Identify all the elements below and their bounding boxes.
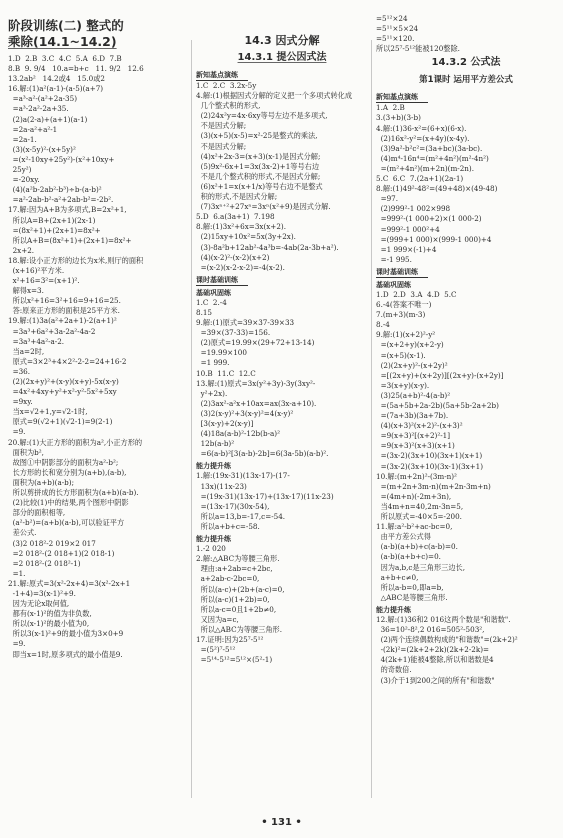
answer-line: 4(2k+1)能被4整除,所以和谐数是4 — [376, 655, 494, 665]
answer-line: 所以a=13,b=-17,c=-54. — [196, 511, 286, 521]
answer-line: 所以a+b+c=-58. — [196, 521, 260, 531]
answer-line: 8.15 — [196, 307, 213, 317]
answer-line: 答:原来正方形的面积是25平方米. — [8, 306, 120, 316]
answer-line: =3(x+y)(x-y). — [376, 380, 430, 390]
section-title: 14.3 因式分解 — [244, 34, 320, 47]
answer-line: =6(a-b)²[3(a-b)-2b]=6(3a-5b)(a-b)². — [196, 449, 329, 459]
answer-line: 5.C 6.C 7.(2a+1)(2a-1) — [376, 174, 464, 184]
answer-line: 所以a-b=0,即a=b, — [376, 582, 444, 592]
answer-line: 因为无论x取何值, — [8, 599, 70, 609]
answer-line: =5¹²×24 — [376, 14, 408, 23]
answer-line: 当a=2时, — [8, 346, 45, 356]
answer-line: (3)-8a²b+12ab²-4a³b=-4ab(2a-3b+a²). — [196, 242, 339, 252]
answer-line: (2)比较(1)中的结果,两个图形中阴影 — [8, 498, 129, 508]
answer-line: 36=10²-8²,2 016=505²-503², — [376, 625, 485, 635]
column-right — [376, 14, 556, 800]
answer-line: 当4m+n=40,2m-3n=5, — [376, 501, 464, 511]
stage-training-title: 阶段训练(二) 整式的 — [8, 18, 124, 33]
answer-line: x²+16=3²=(x+1)². — [8, 276, 80, 286]
answer-line: 13.2ab² 14.2或4 15.0或2 — [8, 74, 106, 84]
answer-line: 9.解:(1)(x+2)²-y² — [376, 330, 436, 340]
answer-line: =36. — [8, 366, 31, 376]
answer-line: 17.解:因为A+B为多项式,B=2x²+1, — [8, 205, 127, 215]
answer-line: 12b(a-b)² — [196, 439, 235, 449]
answer-lines-col3-top — [376, 14, 556, 54]
answer-line: 1.D 2.B 3.C 4.C 5.A 6.D 7.B — [8, 54, 122, 63]
answer-line: (4)x²+2x-3=(x+3)(x-1)是因式分解; — [196, 151, 321, 161]
answer-lines-col2-c — [196, 471, 368, 532]
answer-lines-col3-c — [376, 615, 556, 686]
answer-line: 长方形的长和宽分别为(a+b),(a-b), — [8, 467, 127, 477]
answer-line: =(7a+3b)(3a+7b). — [376, 411, 449, 421]
answer-line: 所以A=B+(2x+1)(2x-1) — [8, 215, 96, 225]
answer-line: (3)(x-5y)²-(x+5y)² — [8, 144, 76, 154]
answer-line: (3)25(a+b)²-4(a-b)² — [376, 390, 451, 400]
answer-line: 即当x=1时,原多项式的最小值是9. — [8, 649, 123, 659]
answer-line: =9xy. — [8, 397, 33, 407]
answer-line: =a³-a²-(a²+2a-35) — [8, 94, 78, 104]
answer-line: =5¹¹×5×24 — [376, 24, 419, 34]
answer-line: =(x+5)(x-1). — [376, 350, 426, 360]
answer-line: 5.D 6.a(3a+1) 7.198 — [196, 212, 275, 222]
answer-line: 9.解:(1)原式=39×37-39×33 — [196, 318, 295, 328]
answer-line: (3)9a²-b²c²=(3a+bc)(3a-bc). — [376, 143, 483, 153]
answer-line: =(5²)⁷-5¹² — [196, 645, 236, 655]
column-divider-left — [191, 40, 192, 798]
answer-line: =(x+2+y)(x+2-y) — [376, 340, 444, 350]
answer-line: 2.解:△ABC为等腰三角形. — [196, 554, 280, 564]
tag-ability-2: 能力提升练 — [196, 535, 231, 544]
answer-line: 所以△ABC为等腰三角形. — [196, 624, 282, 634]
answer-line: (a-b)(a+b+c)=0. — [376, 552, 441, 562]
answer-line: =2 018²-(2 018²-1) — [8, 558, 81, 568]
answer-line: 原式=9(√2+1)(√2-1)=9(2-1) — [8, 417, 113, 427]
answer-lines-col3-a — [376, 103, 556, 265]
answer-line: 12.解:(1)36和2 016这两个数是"和谐数". — [376, 614, 511, 624]
answer-line: 都有(x-1)²的值为非负数, — [8, 609, 92, 619]
answer-line: =(5a+5b+2a-2b)(5a+5b-2a+2b) — [376, 401, 499, 410]
answer-line: 面积为b², — [8, 447, 44, 457]
answer-line: (2)24x²y=4x·6xy等号左边不是多项式, — [196, 111, 328, 121]
column-middle — [196, 14, 368, 800]
subsection-title-2: 14.3.2 公式法 — [431, 57, 501, 69]
answer-lines-col1 — [8, 54, 188, 660]
column-left — [8, 14, 188, 800]
answer-line: 8.B 9. 9/4 10.a=b+c 11. 9/2 12.6 — [8, 64, 144, 74]
answer-line: 所以剪拼成的长方形面积为(a+b)(a-b). — [8, 488, 139, 498]
answer-line: =999²-(1 000+2)×(1 000-2) — [376, 214, 482, 224]
answer-line: 故图①中阴影部分的面积为a²-b²; — [8, 457, 119, 467]
answer-line: =9. — [8, 639, 26, 649]
answer-line: 16.解:(1)a²(a-1)-(a-5)(a+7) — [8, 84, 104, 94]
answer-line: 21.解:原式=3(x²-2x+4)=3(x²-2x+1 — [8, 578, 131, 588]
answer-line: (4)(x+3)²(x+2)²-(x+3)² — [376, 421, 463, 431]
answer-line: (2)15xy+10x²=5x(3y+2x). — [196, 232, 296, 242]
answer-line: -1+4)=3(x-1)²+9. — [8, 588, 76, 598]
answer-line: 20.解:(1)大正方形的面积为a²,小正方形的 — [8, 437, 143, 447]
answer-line: =[(2x+y)+(x+2y)][(2x+y)-(x+2y)] — [376, 370, 504, 380]
answer-line: =39×(37-33)=156. — [196, 328, 271, 338]
answer-line: a+b+c≠0, — [376, 572, 419, 582]
answer-line: 4.解:(1)根据因式分解的定义把一个多项式转化成 — [196, 91, 353, 101]
answer-line: (2)3ax²-a²x+10ax=ax(3x-a+10). — [196, 398, 317, 408]
answer-line: 不是因式分解; — [196, 141, 247, 151]
answer-line: =4x²+4xy+y²+x²-y²-5x²+5xy — [8, 387, 117, 397]
answer-line: =1 999. — [196, 358, 230, 368]
answer-line: 13x)(11x-23) — [196, 481, 247, 491]
answer-line: =(x-2)(x-2-x-2)=-4(x-2). — [196, 262, 285, 272]
answer-line: 部分的面积相等, — [8, 508, 66, 518]
answer-line: (4)m⁴-16n⁴=(m²+4n²)(m²-4n²) — [376, 153, 489, 163]
answer-line: =2a-1. — [8, 134, 37, 144]
tag-ability-3: 能力提升练 — [376, 605, 411, 614]
answer-line: y²+2x). — [196, 388, 228, 398]
answer-line: 25y²) — [8, 165, 32, 175]
answer-line: 又因为a=c, — [196, 614, 239, 624]
answer-line: 所以原式=-40×5=-200. — [376, 512, 462, 522]
answer-line: (2)(2x+y)²-(x+2y)² — [376, 360, 448, 370]
answer-line: 所以25⁷-5¹²能被120整除. — [376, 44, 460, 54]
answer-line: a+2ab-c-2bc=0, — [196, 574, 260, 584]
subsection-title: 14.3.1 提公因式法 — [237, 52, 327, 63]
answer-line: 所以x²+16=3²+16=9+16=25. — [8, 296, 121, 306]
answer-line: =19.99×100 — [196, 348, 247, 358]
tag-class-training-2: 课时基础训练 — [376, 267, 428, 278]
answer-line: (3)2 018²-2 019×2 017 — [8, 538, 96, 548]
answer-line: 所以(x-1)²的最小值为0, — [8, 619, 90, 629]
stage-training-subtitle: 乘除(14.1~14.2) — [8, 34, 117, 49]
answer-line: 18.解:设小正方形的边长为x米,则厅的面积 — [8, 255, 144, 265]
answer-line: (a-b)(a+b)+c(a-b)=0. — [376, 542, 458, 552]
answer-line: 的奇数倍. — [376, 665, 412, 675]
answer-line: 10.B 11.C 12.C — [196, 368, 256, 378]
answer-line: (4)18a(a-b)²-12b(b-a)² — [196, 429, 280, 439]
answer-line: 所以a-c=0且1+2b≠0, — [196, 604, 277, 614]
answer-line: =(19x-31)(13x-17)+(13x-17)(11x-23) — [196, 491, 334, 501]
answer-line: 8.解:(1)49²-48²=(49+48)×(49-48) — [376, 184, 498, 194]
answer-line: 差公式. — [8, 528, 37, 538]
answer-line: (5)9x²-6x+1=3x(3x-2)+1等号右边 — [196, 161, 320, 171]
answer-line: 2x+2. — [8, 245, 35, 255]
answer-line: =5¹⁴-5¹²=5¹²×(5²-1) — [196, 655, 273, 665]
tag-basic: 基础巩固练 — [196, 288, 231, 297]
answer-line: 7.(m+3)(m-3) — [376, 310, 426, 320]
answer-line: =3a³+4a²-a-2. — [8, 336, 65, 346]
answer-line: (x+16)²平方米. — [8, 265, 65, 275]
answer-line: =(13x-17)(30x-54), — [196, 501, 270, 511]
answer-line: 不是因式分解; — [196, 121, 247, 131]
answer-line: 几个整式积的形式, — [196, 101, 261, 111]
answer-line: (3)2(x-y)²+3(x-y)²=4(x-y)² — [196, 408, 294, 418]
answer-line: 3.(3+b)(3-b) — [376, 113, 421, 123]
answer-line: 所以A+B=(8x²+1)+(2x+1)=8x²+ — [8, 235, 132, 245]
answer-lines-col3-b — [376, 290, 556, 603]
answer-line: (a²-b²)=(a+b)(a-b),可以验证平方 — [8, 518, 125, 528]
answer-line: 6.-4(答案不唯一) — [376, 300, 432, 310]
answer-line: 13.解:(1)原式=3x(y²+3y)-3y(3xy²- — [196, 378, 316, 388]
answer-line: 当x=√2+1,y=√2-1时, — [8, 407, 88, 417]
answer-line: (3)介于1到200之间的所有"和谐数" — [376, 675, 495, 685]
answer-line: =-1 995. — [376, 254, 412, 264]
answer-line: 11.解:a²-b²+ac-bc=0, — [376, 522, 453, 532]
answer-line: 解得x=3. — [8, 286, 44, 296]
answer-line: △ABC是等腰三角形. — [376, 592, 448, 602]
tag-new-knowledge: 新知基点演练 — [196, 70, 248, 81]
answer-line: 原式=3×2³+4×2²-2-2=24+16-2 — [8, 356, 127, 366]
answer-line: =(m²+4n²)(m+2n)(m-2n). — [376, 163, 474, 173]
answer-line: =1 999×(-1)+4 — [376, 244, 437, 254]
answer-line: 积的形式,不是因式分解; — [196, 192, 278, 202]
answer-line: =(3x-2)(3x+10)(3x+1)(x+1) — [376, 451, 483, 461]
answer-line: =(999+1 000)×(999-1 000)+4 — [376, 234, 492, 244]
lesson-title: 第1课时 运用平方差公式 — [419, 75, 513, 86]
answer-line: =(4m+n)(-2m+3n), — [376, 491, 452, 501]
answer-line: 1.D 2.D 3.A 4.D 5.C — [376, 289, 457, 299]
answer-line: 面积为(a+b)(a-b); — [8, 477, 74, 487]
answer-line: 不是几个整式积的形式,不是因式分解; — [196, 171, 321, 181]
answer-line: =97. — [376, 194, 399, 204]
answer-line: =2a-a²+a²-1 — [8, 124, 58, 134]
column-divider-right — [371, 40, 372, 798]
answer-line: =1. — [8, 568, 26, 578]
answer-line: =999²-1 000²+4 — [376, 224, 440, 234]
answer-line: =a³-2a²-2a+35. — [8, 104, 69, 114]
answer-line: (2)16x²-y²=(x+4y)(x-4y). — [376, 133, 470, 143]
answer-line: 1.C 2.-4 — [196, 297, 227, 307]
answer-line: =9(x+3)²(x+3)(x+1) — [376, 441, 455, 451]
answer-line: 1.A 2.B — [376, 103, 405, 113]
answer-line: (2)a(2-a)+(a+1)(a-1) — [8, 114, 88, 124]
tag-ability: 能力提升练 — [196, 462, 231, 471]
answer-line: =(x²-10xy+25y²)-(x²+10xy+ — [8, 154, 115, 164]
answer-lines-col2-b — [196, 298, 368, 460]
answer-line: =9(x+3)²[(x+2)²-1] — [376, 431, 451, 441]
answer-line: (7)3xⁿ⁺²+27xⁿ=3xⁿ(x²+9)是因式分解. — [196, 202, 331, 212]
answer-line: (4)(a²b-2ab²-b³)÷b-(a-b)² — [8, 185, 102, 195]
answer-line: =(m+2n+3m-n)(m+2n-3m+n) — [376, 481, 491, 491]
answer-lines-col2-a — [196, 81, 368, 273]
answer-line: 因为a,b,c是三角形三边长, — [376, 562, 466, 572]
answer-lines-col2-d — [196, 544, 368, 665]
answer-line: (2)999²-1 002×998 — [376, 204, 451, 214]
answer-line: 由平方差公式得 — [376, 532, 431, 542]
answer-line: (2)原式=19.99×(29+72+13-14) — [196, 338, 315, 348]
answer-line: =(8x²+1)+(2x+1)=8x²+ — [8, 225, 101, 235]
answer-line: =3a³+6a²+3a-2a²-4a-2 — [8, 326, 96, 336]
answer-line: =5¹¹×120. — [376, 34, 415, 44]
answer-line: 所以(a-c)(1+2b)=0, — [196, 594, 270, 604]
answer-line: 8.解:(1)3x²+6x=3x(x+2). — [196, 222, 286, 232]
tag-class-training: 课时基础训练 — [196, 275, 248, 286]
answer-line: =9. — [8, 427, 26, 437]
answer-line: 19.解:(1)3a(a²+2a+1)-2(a+1)² — [8, 316, 117, 326]
page-number: • 131 • — [261, 817, 302, 828]
answer-line: 所以(a-c)+(2b+(a-c)=0, — [196, 584, 285, 594]
answer-line: =-20xy. — [8, 175, 40, 185]
answer-line: 4.解:(1)36-x²=(6+x)(6-x). — [376, 123, 467, 133]
answer-line: -(2k)²=(2k+2+2k)(2k+2-2k)= — [376, 645, 490, 655]
answer-line: 理由:a+2ab=c+2bc, — [196, 564, 273, 574]
answer-line: (6)x²+1=x(x+1/x)等号右边不是整式 — [196, 181, 323, 191]
answer-line: (3)(x+5)(x-5)=x²-25是整式的乘法, — [196, 131, 318, 141]
answer-line: 8.-4 — [376, 320, 390, 330]
answer-line: =(3x-2)(3x+10)(3x-1)(3x+1) — [376, 461, 484, 471]
answer-line: =a²-2ab-b²-a²+2ab-b²=-2b². — [8, 195, 114, 205]
answer-line: (4)(x-2)²-(x-2)(x+2) — [196, 252, 270, 262]
answer-line: 10.解:(m+2n)²-(3m-n)² — [376, 471, 457, 481]
answer-line: 1.解:(19x-31)(13x-17)-(17- — [196, 471, 290, 481]
answer-line: =2 018²-(2 018+1)(2 018-1) — [8, 548, 115, 558]
answer-line: 1.C 2.C 3.2x-5y — [196, 81, 257, 90]
answer-line: 1.-2 020 — [196, 544, 226, 554]
tag-new-knowledge-2: 新知基点演练 — [376, 92, 428, 103]
tag-basic-2: 基础巩固练 — [376, 280, 411, 289]
answer-line: (2)两个连续偶数构成的"和谐数"=(2k+2)² — [376, 635, 518, 645]
answer-line: 所以3(x-1)²+9的最小值为3×0+9 — [8, 629, 124, 639]
answer-line: [3(x-y)+2(x-y)] — [196, 419, 254, 428]
answer-line: (2)(2x+y)²+(x-y)(x+y)-5x(x-y) — [8, 377, 119, 386]
answer-line: 17.证明:因为25⁷-5¹² — [196, 634, 264, 644]
